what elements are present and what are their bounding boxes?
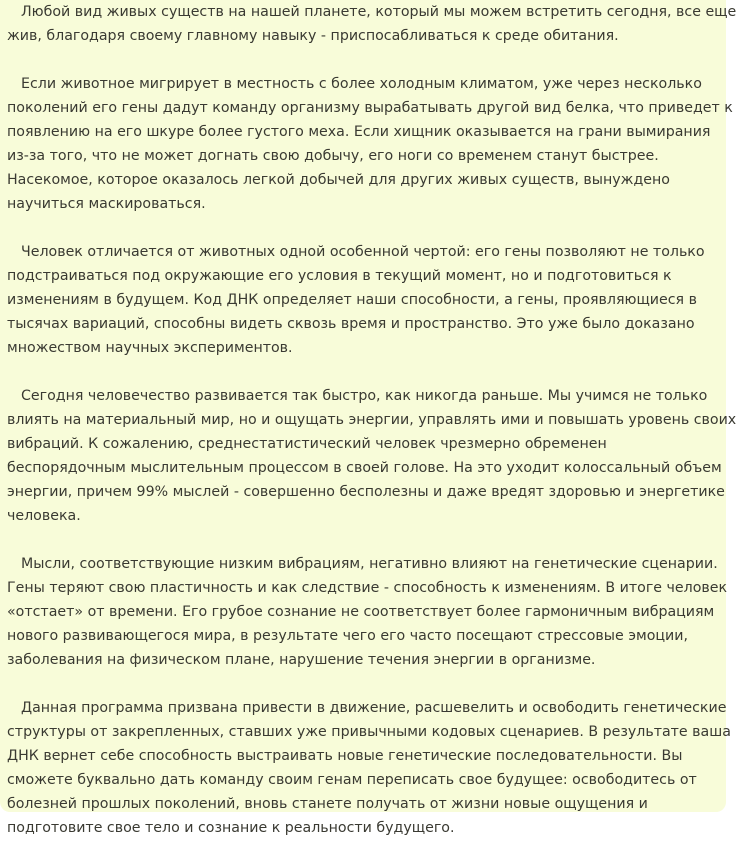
paragraph [7,384,736,528]
text-line: Сегодня человечество развивается так быстро, как никогда раньше. Мы учимся не только [21,388,708,404]
text-line: сможете буквально дать команду своим генам переписать свое будущее: освободитесь от [7,772,697,788]
paragraph [7,72,736,216]
text-line: заболевания на физическом плане, нарушение течения энергии в организме. [7,652,596,668]
text-line: человека. [7,508,81,524]
text-line: появлению на его шкуре более густого меха. Если хищник оказывается на грани вымирания [7,124,711,140]
text-line: Если животное мигрирует в местность с более холодным климатом, уже через несколько [21,76,702,92]
text-line: вибраций. К сожалению, среднестатистический человек чрезмерно обременен [7,436,607,452]
text-line: Насекомое, которое оказалось легкой добычей для других живых существ, вынуждено [7,172,670,188]
text-line: влиять на материальный мир, но и ощущать энергии, управлять ими и повышать уровень своих [7,412,737,428]
text-line: нового развивающегося мира, в результате чего его часто посещают стрессовые эмоции, [7,628,688,644]
paragraph [7,696,736,840]
paragraph [7,240,736,360]
article-text [7,0,736,864]
text-line: научиться маскироваться. [7,196,206,212]
text-line: изменениям в будущем. Код ДНК определяет наши способности, а гены, проявляющиеся в [7,292,697,308]
text-line: Человек отличается от животных одной особенной чертой: его гены позволяют не только [21,244,705,260]
text-line: беспорядочным мыслительным процессом в своей голове. На это уходит колоссальный объем [7,460,722,476]
text-line: поколений его гены дадут команду организму вырабатывать другой вид белка, что приведет к [7,100,733,116]
text-line: тысячах вариаций, способны видеть сквозь время и пространство. Это уже было доказано [7,316,695,332]
text-line: Любой вид живых существ на нашей планете, который мы можем встретить сегодня, все еще [21,4,737,20]
text-line: подстраиваться под окружающие его условия в текущий момент, но и подготовиться к [7,268,672,284]
text-line: подготовите свое тело и сознание к реальности будущего. [7,820,455,836]
paragraph [7,552,736,672]
text-line: Мысли, соответствующие низким вибрациям, негативно влияют на генетические сценарии. [21,556,718,572]
text-line: структуры от закрепленных, ставших уже привычными кодовых сценариев. В результате ваша [7,724,731,740]
text-line: болезней прошлых поколений, вновь станете получать от жизни новые ощущения и [7,796,648,812]
text-line: энергии, причем 99% мыслей - совершенно бесполезны и даже вредят здоровью и энергетике [7,484,725,500]
text-line: множеством научных экспериментов. [7,340,293,356]
text-line: Данная программа призвана привести в движение, расшевелить и освободить генетические [21,700,727,716]
text-line: Гены теряют свою пластичность и как следствие - способность к изменениям. В итоге человек [7,580,728,596]
paragraph [7,0,736,48]
text-line: жив, благодаря своему главному навыку - приспосабливаться к среде обитания. [7,28,619,44]
text-line: ДНК вернет себе способность выстраивать новые генетические последовательности. Вы [7,748,683,764]
text-line: «отстает» от времени. Его грубое сознание не соответствует более гармоничным вибрациям [7,604,715,620]
text-line: из-за того, что не может догнать свою добычу, его ноги со временем станут быстрее. [7,148,659,164]
